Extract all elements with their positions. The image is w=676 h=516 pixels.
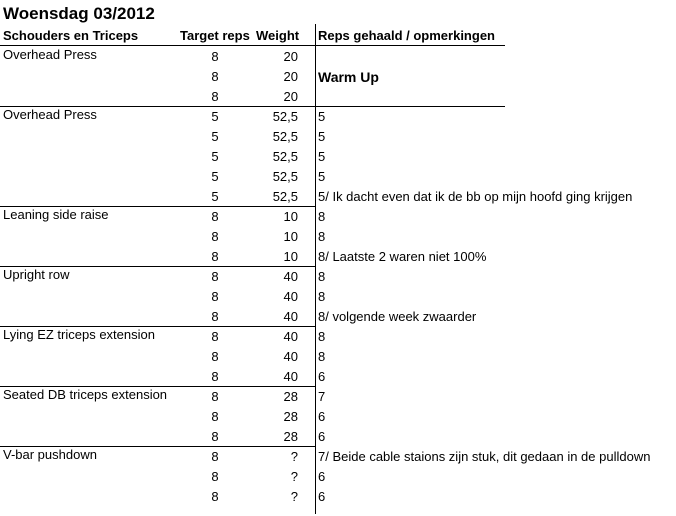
notes-cell: Warm Up bbox=[318, 69, 379, 85]
notes-cell: 8 bbox=[318, 289, 326, 304]
weight-cell: ? bbox=[290, 469, 298, 484]
notes-cell: 5 bbox=[318, 129, 326, 144]
target-reps-cell: 8 bbox=[211, 489, 219, 504]
notes-cell: 8 bbox=[318, 329, 326, 344]
exercise-name: Leaning side raise bbox=[3, 207, 109, 222]
weight-cell: 28 bbox=[283, 429, 298, 444]
target-reps-cell: 8 bbox=[211, 309, 219, 324]
header-target-reps: Target reps bbox=[180, 28, 250, 43]
notes-cell: 5/ Ik dacht even dat ik de bb op mijn hoofd ging krijgen bbox=[318, 189, 633, 204]
set-row bbox=[0, 47, 676, 67]
header-notes: Reps gehaald / opmerkingen bbox=[318, 28, 495, 43]
target-reps-cell: 8 bbox=[211, 449, 219, 464]
notes-cell: 5 bbox=[318, 169, 326, 184]
set-row bbox=[0, 147, 676, 167]
target-reps-cell: 8 bbox=[211, 409, 219, 424]
set-row bbox=[0, 87, 676, 107]
weight-cell: 52,5 bbox=[272, 129, 298, 144]
notes-cell: 6 bbox=[318, 369, 326, 384]
notes-cell: 8/ Laatste 2 waren niet 100% bbox=[318, 249, 487, 264]
target-reps-cell: 8 bbox=[211, 369, 219, 384]
target-reps-cell: 8 bbox=[211, 349, 219, 364]
target-reps-cell: 8 bbox=[211, 289, 219, 304]
target-reps-cell: 8 bbox=[211, 389, 219, 404]
notes-cell: 8 bbox=[318, 269, 326, 284]
notes-cell: 8 bbox=[318, 209, 326, 224]
target-reps-cell: 8 bbox=[211, 329, 219, 344]
target-reps-cell: 5 bbox=[211, 169, 219, 184]
target-reps-cell: 8 bbox=[211, 69, 219, 84]
set-row bbox=[0, 167, 676, 187]
set-row bbox=[0, 467, 676, 487]
weight-cell: 52,5 bbox=[272, 189, 298, 204]
notes-cell: 5 bbox=[318, 109, 326, 124]
target-reps-cell: 5 bbox=[211, 189, 219, 204]
exercise-name: Overhead Press bbox=[3, 107, 97, 122]
notes-cell: 6 bbox=[318, 429, 326, 444]
set-row bbox=[0, 447, 676, 467]
weight-cell: 52,5 bbox=[272, 149, 298, 164]
notes-cell: 8 bbox=[318, 349, 326, 364]
notes-cell: 6 bbox=[318, 469, 326, 484]
weight-cell: 40 bbox=[283, 329, 298, 344]
set-row bbox=[0, 407, 676, 427]
weight-cell: ? bbox=[290, 489, 298, 504]
target-reps-cell: 8 bbox=[211, 269, 219, 284]
notes-cell: 6 bbox=[318, 409, 326, 424]
weight-cell: 10 bbox=[283, 229, 298, 244]
weight-cell: 28 bbox=[283, 389, 298, 404]
header-row bbox=[0, 27, 676, 45]
target-reps-cell: 8 bbox=[211, 469, 219, 484]
set-row bbox=[0, 67, 676, 87]
exercise-name: Seated DB triceps extension bbox=[3, 387, 168, 402]
weight-cell: 40 bbox=[283, 349, 298, 364]
weight-cell: 28 bbox=[283, 409, 298, 424]
weight-cell: 52,5 bbox=[272, 169, 298, 184]
sheet-title: Woensdag 03/2012 bbox=[3, 4, 155, 23]
set-row bbox=[0, 367, 676, 387]
weight-cell: 40 bbox=[283, 269, 298, 284]
weight-cell: 10 bbox=[283, 209, 298, 224]
weight-cell: 20 bbox=[283, 49, 298, 64]
set-row bbox=[0, 207, 676, 227]
target-reps-cell: 8 bbox=[211, 249, 219, 264]
weight-cell: 40 bbox=[283, 309, 298, 324]
notes-cell: 7 bbox=[318, 389, 326, 404]
weight-cell: ? bbox=[290, 449, 298, 464]
set-row bbox=[0, 387, 676, 407]
target-reps-cell: 8 bbox=[211, 209, 219, 224]
notes-cell: 8/ volgende week zwaarder bbox=[318, 309, 477, 324]
notes-cell: 6 bbox=[318, 489, 326, 504]
weight-cell: 20 bbox=[283, 69, 298, 84]
target-reps-cell: 5 bbox=[211, 109, 219, 124]
exercise-name: Upright row bbox=[3, 267, 70, 282]
weight-cell: 52,5 bbox=[272, 109, 298, 124]
set-row bbox=[0, 327, 676, 347]
exercise-name: Overhead Press bbox=[3, 47, 97, 62]
set-row bbox=[0, 487, 676, 507]
set-row bbox=[0, 287, 676, 307]
set-row bbox=[0, 227, 676, 247]
target-reps-cell: 5 bbox=[211, 149, 219, 164]
target-reps-cell: 5 bbox=[211, 129, 219, 144]
set-row bbox=[0, 187, 676, 207]
exercise-name: Lying EZ triceps extension bbox=[3, 327, 155, 342]
header-section: Schouders en Triceps bbox=[3, 28, 139, 43]
set-row bbox=[0, 347, 676, 367]
set-row bbox=[0, 307, 676, 327]
notes-cell: 7/ Beide cable staions zijn stuk, dit gedaan in de pulldown bbox=[318, 449, 651, 464]
set-row bbox=[0, 107, 676, 127]
set-row bbox=[0, 127, 676, 147]
set-row bbox=[0, 267, 676, 287]
target-reps-cell: 8 bbox=[211, 229, 219, 244]
set-row bbox=[0, 247, 676, 267]
weight-cell: 10 bbox=[283, 249, 298, 264]
target-reps-cell: 8 bbox=[211, 429, 219, 444]
target-reps-cell: 8 bbox=[211, 89, 219, 104]
weight-cell: 20 bbox=[283, 89, 298, 104]
weight-cell: 40 bbox=[283, 369, 298, 384]
notes-cell: 8 bbox=[318, 229, 326, 244]
notes-cell: 5 bbox=[318, 149, 326, 164]
exercise-name: V-bar pushdown bbox=[3, 447, 97, 462]
set-row bbox=[0, 427, 676, 447]
header-weight: Weight bbox=[256, 28, 300, 43]
weight-cell: 40 bbox=[283, 289, 298, 304]
target-reps-cell: 8 bbox=[211, 49, 219, 64]
